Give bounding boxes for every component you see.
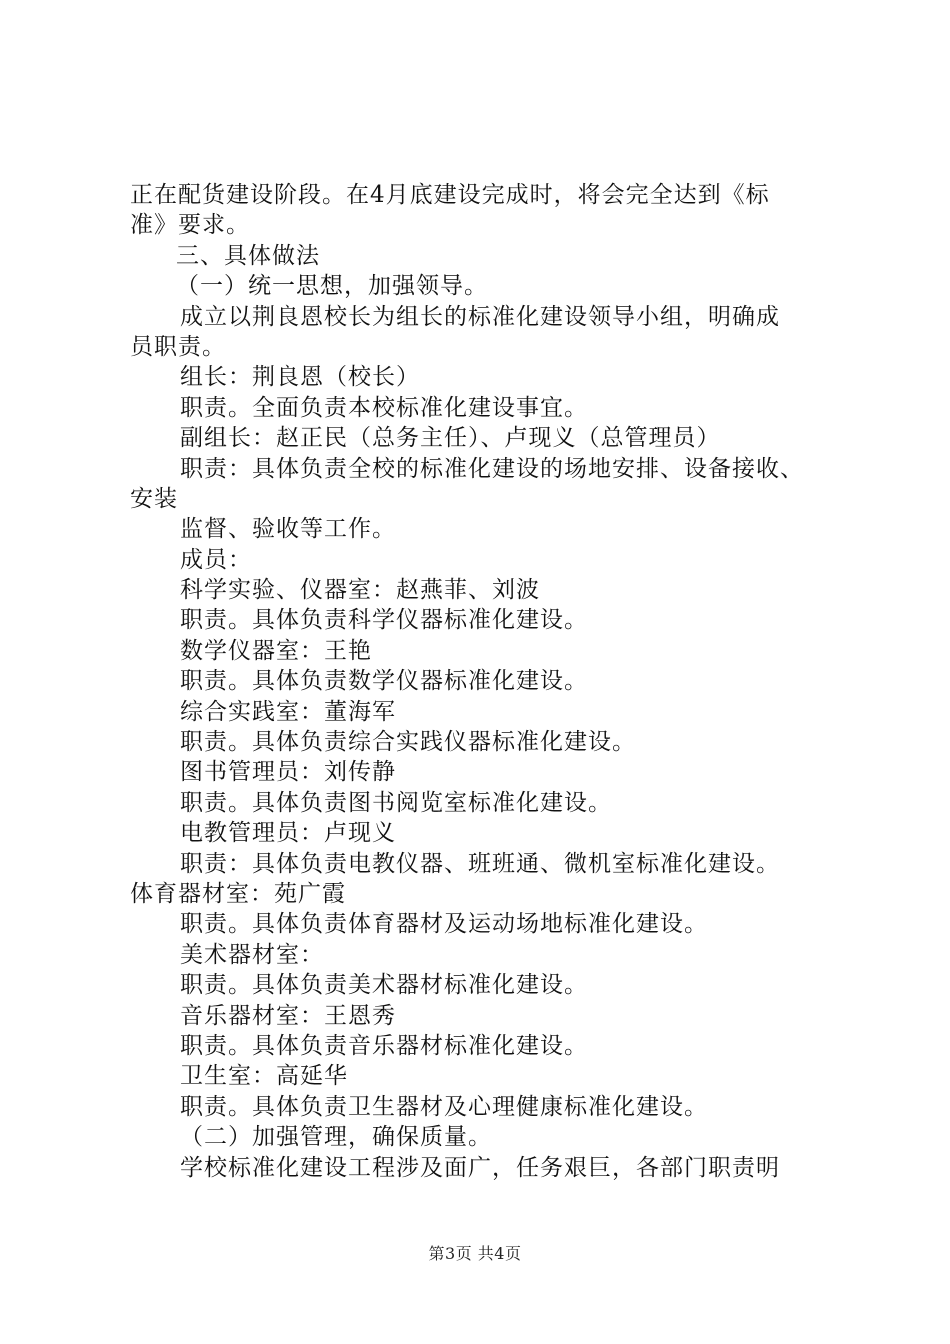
body-line: 科学实验、仪器室：赵燕菲、刘波 <box>180 577 540 604</box>
body-line: 职责。具体负责综合实践仪器标准化建设。 <box>180 729 636 756</box>
body-line: 综合实践室：董海军 <box>180 698 396 725</box>
body-line: 体育器材室：苑广霞 <box>130 880 346 907</box>
body-line: 卫生室：高延华 <box>180 1063 348 1090</box>
body-line: 职责。具体负责美术器材标准化建设。 <box>180 972 588 999</box>
body-line: 副组长：赵正民（总务主任）、卢现义（总管理员） <box>180 425 721 452</box>
body-line: 数学仪器室：王艳 <box>180 637 372 664</box>
subsection-heading: （二）加强管理，确保质量。 <box>180 1124 492 1151</box>
page-footer: 第3页 共4页 <box>428 1244 522 1263</box>
body-line: 美术器材室： <box>180 941 324 968</box>
body-line: 成立以荆良恩校长为组长的标准化建设领导小组，明确成 <box>180 303 780 330</box>
body-line: 图书管理员：刘传静 <box>180 759 396 786</box>
body-line: 学校标准化建设工程涉及面广，任务艰巨，各部门职责明 <box>180 1154 780 1181</box>
body-line: 职责。具体负责卫生器材及心理健康标准化建设。 <box>180 1093 708 1120</box>
body-line: 安装 <box>130 485 178 512</box>
body-line: 职责。具体负责体育器材及运动场地标准化建设。 <box>180 911 708 938</box>
document-body <box>130 180 850 1183</box>
body-line: 职责。具体负责音乐器材标准化建设。 <box>180 1032 588 1059</box>
body-line: 职责。具体负责科学仪器标准化建设。 <box>180 607 588 634</box>
body-line: 监督、验收等工作。 <box>180 516 396 543</box>
section-heading: 三、具体做法 <box>176 242 320 269</box>
body-line: 职责。具体负责数学仪器标准化建设。 <box>180 668 588 695</box>
body-line: 职责：具体负责电教仪器、班班通、微机室标准化建设。 <box>180 850 780 877</box>
body-line: 员职责。 <box>130 333 226 360</box>
body-line: 组长：荆良恩（校长） <box>180 364 420 391</box>
body-line: 准》要求。 <box>130 212 250 239</box>
body-line: 职责：具体负责全校的标准化建设的场地安排、设备接收、 <box>180 455 804 482</box>
body-line: 正在配货建设阶段。在4月底建设完成时，将会完全达到《标 <box>130 182 770 208</box>
subsection-heading: （一）统一思想，加强领导。 <box>176 273 488 300</box>
body-line: 成员： <box>180 546 252 573</box>
body-line: 电教管理员：卢现义 <box>180 820 396 847</box>
body-line: 音乐器材室：王恩秀 <box>180 1002 396 1029</box>
body-line: 职责。具体负责图书阅览室标准化建设。 <box>180 789 612 816</box>
body-line: 职责。全面负责本校标准化建设事宜。 <box>180 394 588 421</box>
